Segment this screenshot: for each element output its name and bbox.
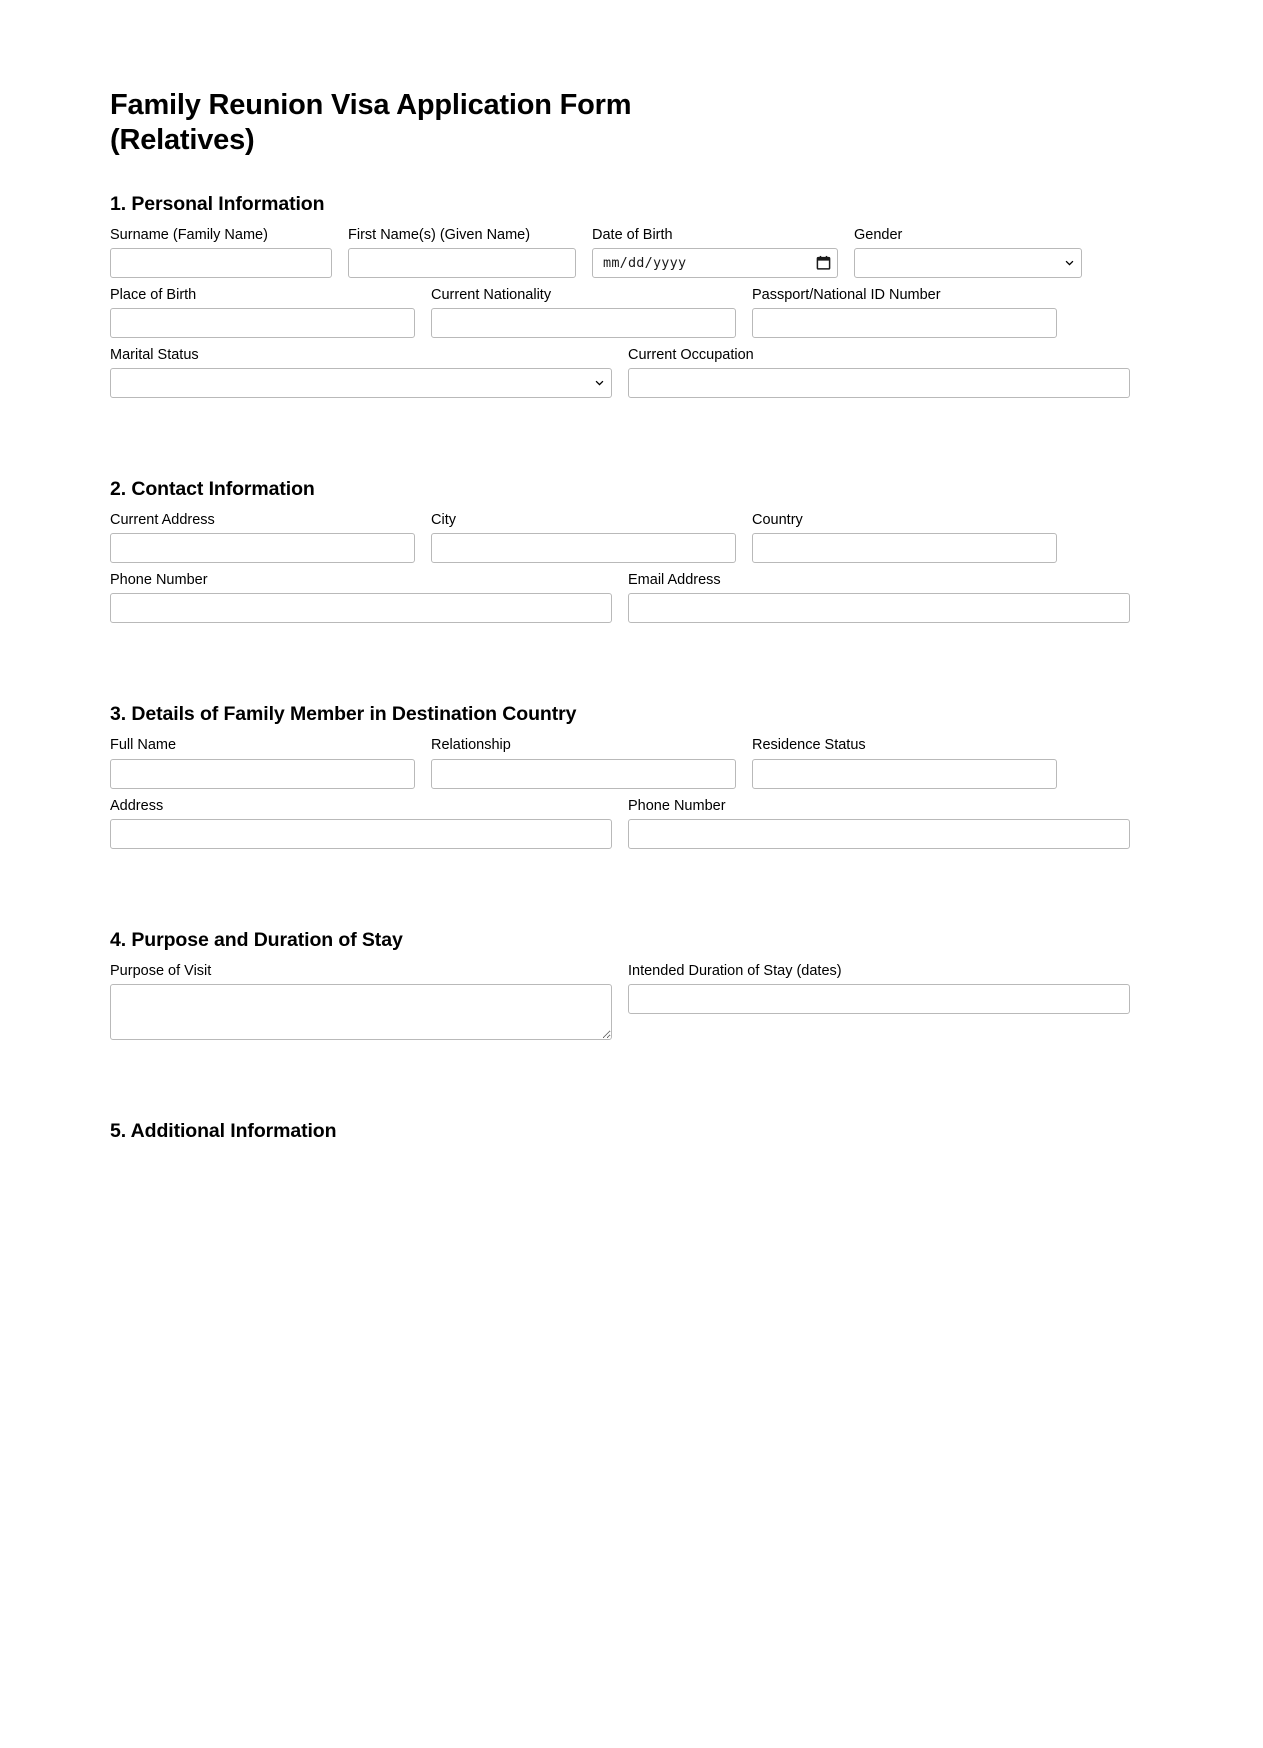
- label-current-address: Current Address: [110, 512, 215, 529]
- section-heading-contact-information: 2. Contact Information: [110, 478, 315, 501]
- full-name-input[interactable]: [110, 759, 415, 789]
- label-date-of-birth: Date of Birth: [592, 226, 673, 243]
- date-placeholder-text: mm/dd/yyyy: [603, 254, 687, 271]
- label-phone-number: Phone Number: [110, 572, 208, 589]
- section-contact-information: [110, 478, 1153, 623]
- label-gender: Gender: [854, 226, 903, 243]
- family-address-input[interactable]: [110, 819, 612, 849]
- calendar-icon[interactable]: [816, 255, 831, 270]
- residence-status-input[interactable]: [752, 759, 1057, 789]
- label-current-nationality: Current Nationality: [431, 286, 552, 303]
- label-residence-status: Residence Status: [752, 737, 866, 754]
- current-occupation-input[interactable]: [628, 368, 1130, 398]
- field-family-phone-number: [628, 797, 1130, 849]
- email-address-input[interactable]: [628, 593, 1130, 623]
- field-occupation: [628, 346, 1130, 398]
- first-name-input[interactable]: [348, 248, 576, 278]
- field-intended-duration: [628, 962, 1130, 1014]
- field-current-address: [110, 511, 415, 563]
- label-marital-status: Marital Status: [110, 347, 199, 363]
- label-surname: Surname (Family Name): [110, 226, 268, 243]
- row-purpose-1: [110, 962, 1153, 1040]
- label-current-occupation: Current Occupation: [628, 347, 754, 363]
- current-address-input[interactable]: [110, 533, 415, 563]
- section-heading-personal-information: 1. Personal Information: [110, 192, 325, 215]
- surname-input[interactable]: [110, 248, 332, 278]
- section-personal-information: [110, 193, 1153, 398]
- field-place-of-birth: [110, 286, 415, 338]
- row-contact-2: [110, 571, 1153, 623]
- row-family-1: [110, 736, 1153, 788]
- label-relationship: Relationship: [431, 737, 511, 754]
- row-personal-3: [110, 346, 1153, 398]
- label-intended-duration: Intended Duration of Stay (dates): [628, 962, 842, 979]
- field-surname: [110, 226, 332, 278]
- gender-select-wrapper[interactable]: [854, 248, 1082, 278]
- field-first-name: [348, 226, 576, 278]
- label-family-address: Address: [110, 797, 164, 814]
- city-input[interactable]: [431, 533, 736, 563]
- field-country: [752, 511, 1057, 563]
- country-input[interactable]: [752, 533, 1057, 563]
- spacer: [110, 631, 1153, 703]
- spacer: [110, 406, 1153, 478]
- section-additional-information: [110, 1120, 1153, 1143]
- field-phone-number: [110, 571, 612, 623]
- label-place-of-birth: Place of Birth: [110, 286, 197, 303]
- field-relationship: [431, 736, 736, 788]
- section-heading-family-member-details: 3. Details of Family Member in Destination Country: [110, 703, 577, 726]
- label-country: Country: [752, 512, 803, 529]
- field-full-name: [110, 736, 415, 788]
- field-family-address: [110, 797, 612, 849]
- page-title: Family Reunion Visa Application Form (Relatives): [110, 89, 632, 157]
- section-heading-additional-information: 5. Additional Information: [110, 1119, 337, 1142]
- field-passport: [752, 286, 1057, 338]
- section-purpose-duration: [110, 929, 1153, 1040]
- label-email-address: Email Address: [628, 572, 721, 589]
- relationship-input[interactable]: [431, 759, 736, 789]
- field-date-of-birth: [592, 226, 838, 278]
- field-city: [431, 511, 736, 563]
- gender-select[interactable]: [854, 248, 1082, 278]
- date-of-birth-input[interactable]: [592, 248, 838, 278]
- label-full-name: Full Name: [110, 737, 177, 754]
- place-of-birth-input[interactable]: [110, 308, 415, 338]
- field-email-address: [628, 571, 1130, 623]
- spacer: [110, 857, 1153, 929]
- marital-status-select[interactable]: [110, 368, 612, 398]
- current-nationality-input[interactable]: [431, 308, 736, 338]
- marital-status-select-wrapper[interactable]: [110, 368, 612, 398]
- label-city: City: [431, 512, 456, 529]
- spacer: [110, 1048, 1153, 1120]
- field-purpose-of-visit: [110, 962, 612, 1040]
- purpose-of-visit-textarea[interactable]: [110, 984, 612, 1040]
- label-first-name: First Name(s) (Given Name): [348, 226, 531, 243]
- row-personal-1: [110, 226, 1153, 278]
- phone-number-input[interactable]: [110, 593, 612, 623]
- row-contact-1: [110, 511, 1153, 563]
- row-family-2: [110, 797, 1153, 849]
- passport-number-input[interactable]: [752, 308, 1057, 338]
- label-family-phone-number: Phone Number: [628, 797, 726, 814]
- intended-duration-input[interactable]: [628, 984, 1130, 1014]
- section-family-member-details: [110, 703, 1153, 848]
- field-residence-status: [752, 736, 1057, 788]
- field-nationality: [431, 286, 736, 338]
- field-gender: [854, 226, 1082, 278]
- family-phone-number-input[interactable]: [628, 819, 1130, 849]
- row-personal-2: [110, 286, 1153, 338]
- field-marital-status: [110, 346, 612, 398]
- label-purpose-of-visit: Purpose of Visit: [110, 962, 212, 979]
- section-heading-purpose-duration: 4. Purpose and Duration of Stay: [110, 928, 403, 951]
- label-passport-number: Passport/National ID Number: [752, 286, 941, 303]
